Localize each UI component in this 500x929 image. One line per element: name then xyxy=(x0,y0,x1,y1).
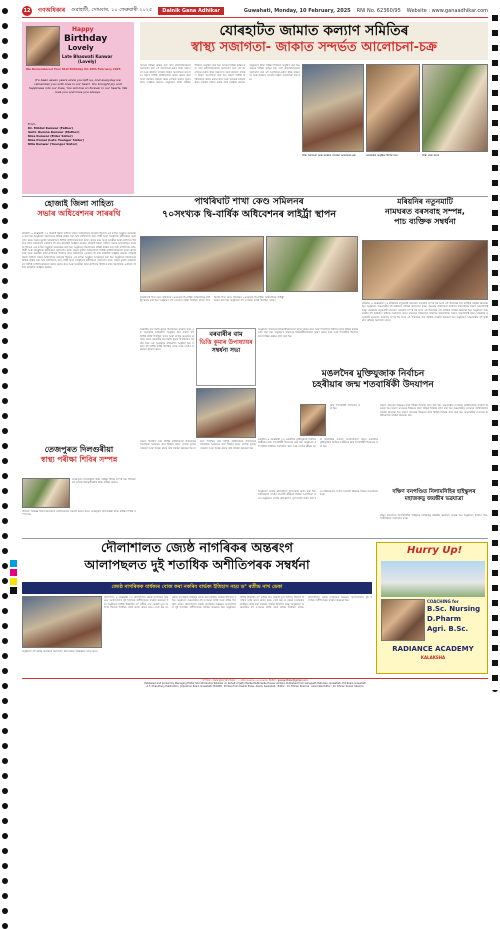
masthead-website: Website : www.ganaadhikar.com xyxy=(406,7,488,14)
ad-location: KALAKSHA xyxy=(420,655,446,660)
barbari-body-cont: সভাত উপস্থিত থকা বিশিষ্ট ব্যক্তিসকলে উপাধ্যায়ৰ সামাজিক অৱদানৰ কথা উল্লেখ কৰে। তেওঁক ফুলাম গামোচা আৰু স্মাৰক প্ৰদান কৰি সম্বৰ্ধনা জনোৱা হয়। সভাত উপস্থিত থকা বিশিষ্ট ব্যক্তিসকলে উপাধ্যায়ৰ সামাজিক অৱদানৰ কথা উল্লেখ কৰে। তেওঁক ফুলাম গামোচা আৰু স্মাৰক প্ৰদান কৰি সম্বৰ্ধনা জনোৱা হয়। xyxy=(140,440,256,450)
top-story-body: অসমৰ বিভিন্ন প্ৰান্তৰ পৰা অহা প্ৰতিনিধিসকলে অংশগ্ৰহণ কৰা এই আলোচনা-চক্ৰত স্বাস্থ্য সজাগতা আৰু জাকাত সন্দৰ্ভত বিস্তৃত আলোচনা কৰা হয়। সভাত বিশিষ্ট ব্যক্তিসকলে ভাষণ প্ৰদান কৰে আৰু সমাজৰ সকলো স্তৰৰ লোকক সজাগ কৰাৰ বাবে আহ্বান জনায়। অনুষ্ঠানত স্বাস্থ্য পৰীক্ষা শিবিৰো অনুষ্ঠিত কৰা হয়। অসমৰ বিভিন্ন প্ৰান্তৰ পৰা অহা প্ৰতিনিধিসকলে অংশগ্ৰহণ কৰা এই আলোচনা-চক্ৰত স্বাস্থ্য সজাগতা আৰু জাকাত সন্দৰ্ভত বিস্তৃত আলোচনা কৰা হয়। সভাত বিশিষ্ট ব্যক্তিসকলে ভাষণ প্ৰদান কৰে আৰু সমাজৰ সকলো স্তৰৰ লোকক সজাগ কৰাৰ বাবে আহ্বান জনায়। অনুষ্ঠানত স্বাস্থ্য পৰীক্ষা শিবিৰো অনুষ্ঠিত কৰা হয়। অসমৰ বিভিন্ন প্ৰান্তৰ পৰা অহা প্ৰতিনিধিসকলে অংশগ্ৰহণ কৰা এই আলোচনা-চক্ৰত স্বাস্থ্য সজাগতা আৰু জাকাত সন্দৰ্ভত বিস্তৃত আলোচনা কৰা হয়। xyxy=(140,64,300,85)
doulasal-headline xyxy=(22,542,372,580)
birthday-portrait xyxy=(26,26,60,66)
divider xyxy=(22,538,488,539)
doulasal-band xyxy=(22,582,372,594)
ad-hurry: Hurry Up! xyxy=(407,545,463,556)
doulasal-band-text: জ্যেষ্ঠ নাগৰিকক বাৰ্ধক্যৰ বোজ কৰা নকৰিব বাৰ্দ্ধক্য ইতিহাস নহয় ড° ৰতীন্দ্ৰ নাথ ডেকা xyxy=(111,584,283,590)
birthday-line1: Happy xyxy=(72,26,94,33)
top-story-photo-mid xyxy=(366,64,420,152)
barbari-line2: ভিত্তি কুমাৰ উপাধ্যায়ৰ xyxy=(199,338,253,346)
mangaldoi-body-cont: অনুষ্ঠানত তেওঁৰ প্ৰতিকৃতিত পুষ্পাঞ্জলি অৰ্পণ কৰা হয়। বক্তাসকলে তেওঁৰ সংগ্ৰামী জীৱনৰ বিষয়ে আলোচনা কৰে। অনুষ্ঠানত তেওঁৰ প্ৰতিকৃতিত পুষ্পাঞ্জলি অৰ্পণ কৰা হয়। বক্তাসকলে তেওঁৰ সংগ্ৰামী জীৱনৰ বিষয়ে আলোচনা কৰে। xyxy=(258,490,378,500)
ad-student-photo xyxy=(381,599,425,641)
mariani-body-cont: সভাত নামঘৰৰ উন্নয়নৰ বাবে বিভিন্ন সিদ্ধান্ত গ্ৰহণ কৰা হয়। অঞ্চলটোৰ গণ্যমান্য ব্যক্তিসকলক সম্বৰ্ধনা জনোৱা হয়। সভাত নামঘৰৰ উন্নয়নৰ বাবে বিভিন্ন সিদ্ধান্ত গ্ৰহণ কৰা হয়। অঞ্চলটোৰ গণ্যমান্য ব্যক্তিসকলক সম্বৰ্ধনা জনোৱা হয়। সভাত নামঘৰৰ উন্নয়নৰ বাবে বিভিন্ন সিদ্ধান্ত গ্ৰহণ কৰা হয়। অঞ্চলটোৰ গণ্যমান্য ব্যক্তিসকলক সম্বৰ্ধনা জনোৱা হয়। xyxy=(380,404,488,418)
footer-line1: সম্পাদক : হেমন্ত কুমাৰ শৰ্মা। ঠিকনা : ... ফোন নং ০৩৬১-২২২৪৮৩৫, ইমেইল : ganaadhikar@gmail.com xyxy=(202,679,308,682)
top-story-caption2: যোৰহাটত অনুষ্ঠিত বিশেষ সভা xyxy=(366,154,398,157)
masthead-right-date: Guwahati, Monday, 10 February, 2025 xyxy=(243,7,351,14)
barbari-line1: বৰবাৰীৰ বাম xyxy=(209,330,243,338)
mangaldoi-body-right: জন্ম শতবাৰ্ষিকী উদযাপন কৰা হয়। xyxy=(330,404,360,411)
tezpur-title: স্বাস্থ্য পৰীক্ষা শিবিৰ সম্পন্ন xyxy=(40,455,118,465)
footer-line2: Published and printed by Managing Editor Shri Dhirendra Talukdar on behalf of Jetty Media Multimedia House Limited, Published from Ganapath Hatuwan, Guwahati, Hill Road, Guwahati xyxy=(144,682,366,685)
footer-line3: A.T. Chaudhury Publication, Jolpukhuri Road, Guwahati-781008 · Printed from Dainik Press, Azara, Guwahati · Editor : Dr. Dhiren Sharma · Associate Editor : Dr. Dhiren Kumar Sharma xyxy=(146,685,364,688)
mangaldoi-portrait xyxy=(300,404,326,436)
top-story-headline xyxy=(140,22,488,60)
doulasal-body-left: অনুষ্ঠানত বহু জ্যেষ্ঠ নাগৰিকে অংশগ্ৰহণ কৰি নিজৰ অভিজ্ঞতা বৰ্ণনা কৰে। xyxy=(22,650,98,653)
birthday-name: Late Bhaswati Kunwar xyxy=(62,54,113,59)
doulasal-body: দৌলাশাল, ৯ ফেব্ৰুৱাৰী ঃ দৌলাশালত জ্যেষ্ঠ নাগৰিকৰ অন্তৰংগ আলাপছলত দুই শতাধিক অশীতিপৰক সম্বৰ্ধনা জনোৱা হয়। অনুষ্ঠানত বিশিষ্ট শিক্ষাবিদ ড° ৰতীন্দ্ৰ নাথ ডেকাই মুখ্য অতিথি হিচাপে উপস্থিত থাকি ভাষণ প্ৰদান কৰে। তেওঁ কয় যে জ্যেষ্ঠ নাগৰিকক বাৰ্ধক্যৰ বোজ কৰা নকৰিব, বাৰ্দ্ধক্য ইতিহাস নহয়। অনুষ্ঠানত অঞ্চলটোৰ বহু গণ্যমান্য ব্যক্তি আৰু ৰাইজ উপস্থিত থাকে। দৌলাশালত জ্যেষ্ঠ নাগৰিকৰ অন্তৰংগ আলাপছলত দুই শতাধিক অশীতিপৰক সম্বৰ্ধনা জনোৱা হয়। অনুষ্ঠানত বিশিষ্ট শিক্ষাবিদ ড° ৰতীন্দ্ৰ নাথ ডেকাই মুখ্য অতিথি হিচাপে উপস্থিত থাকি ভাষণ প্ৰদান কৰে। তেওঁ কয় যে জ্যেষ্ঠ নাগৰিকক বাৰ্ধক্যৰ বোজ কৰা নকৰিব, বাৰ্দ্ধক্য ইতিহাস নহয়। অনুষ্ঠানত অঞ্চলটোৰ বহু গণ্যমান্য ব্যক্তি আৰু ৰাইজ উপস্থিত থাকে। দৌলাশালত জ্যেষ্ঠ নাগৰিকৰ অন্তৰংগ আলাপছলত দুই শতাধিক অশীতিপৰক সম্বৰ্ধনা জনোৱা হয়। xyxy=(104,596,372,610)
golaghat-headline xyxy=(380,490,488,512)
right-registration-marks xyxy=(492,8,498,692)
pathar-photo-side xyxy=(266,236,358,292)
pathar-body: পাথৰিঘাট শাখা কেণ্ড সমিলনৰ ৭০সংখ্যক দ্বি-বাৰ্ষিক অধিবেশনৰ লাইৰ্ট্ৰা স্থাপন কৰা হয়। অনুষ্ঠানত বহু গণ্যমান্য ব্যক্তি উপস্থিত থাকে। পাথৰিঘাট শাখা কেণ্ড সমিলনৰ ৭০সংখ্যক দ্বি-বাৰ্ষিক অধিবেশনৰ লাইৰ্ট্ৰা স্থাপন কৰা হয়। অনুষ্ঠানত বহু গণ্যমান্য ব্যক্তি উপস্থিত থাকে। xyxy=(140,296,284,303)
page-number: 12 xyxy=(23,7,31,14)
family-member: Nisa Pomai (Late Younger Sister) xyxy=(28,138,84,142)
mariani-body: মৰিয়নি, ৯ ফেব্ৰুৱাৰী ঃ মৰিয়নিৰ নতুনমাটি নামঘৰত বৰসবাহ সম্পন্ন হয় আৰু এই উপলক্ষে পাচ ব্যক্তিক সম্বৰ্ধনা জনোৱা হয়। অনুষ্ঠানত অঞ্চলটোৰ বহু ভক্তপ্ৰাণ ৰাইজে অংশগ্ৰহণ কৰে। নামঘৰৰ পৰিচালনা সমিতিৰ সভাপতিয়ে সভাত সভাপতিত্ব কৰে। মৰিয়নিৰ নতুনমাটি নামঘৰত বৰসবাহ সম্পন্ন হয় আৰু এই উপলক্ষে পাচ ব্যক্তিক সম্বৰ্ধনা জনোৱা হয়। অনুষ্ঠানত অঞ্চলটোৰ বহু ভক্তপ্ৰাণ ৰাইজে অংশগ্ৰহণ কৰে। নামঘৰৰ পৰিচালনা সমিতিৰ সভাপতিয়ে সভাত সভাপতিত্ব কৰে। মৰিয়নিৰ নতুনমাটি নামঘৰত বৰসবাহ সম্পন্ন হয় আৰু এই উপলক্ষে পাচ ব্যক্তিক সম্বৰ্ধনা জনোৱা হয়। অনুষ্ঠানত অঞ্চলটোৰ বহু ভক্তপ্ৰাণ ৰাইজে অংশগ্ৰহণ কৰে। xyxy=(362,302,488,323)
masthead-rni: RNI No. 62360/95 xyxy=(356,7,401,14)
mariani-photo xyxy=(362,240,488,300)
family-member: Dr. Mridul Kunwar (Father) xyxy=(28,126,74,130)
mariani-subhead: পাচ ব্যক্তিক সম্বৰ্ধনা xyxy=(394,217,456,227)
birthday-line3: Lovely xyxy=(68,44,94,52)
mariani-kicker: মৰিয়নিৰ নতুনমাটি xyxy=(397,197,453,206)
golaghat-title: দক্ষিণ বনপণ্ডিত নিলামনিহিৰ হাইস্কুলৰ xyxy=(392,489,476,495)
hojai-headline xyxy=(22,200,136,230)
top-story-caption1: স্বাস্থ্য সজাগতা আৰু জাকাত সন্দৰ্ভত আলোচনা-চক্ৰ xyxy=(302,154,356,157)
top-story-photo-right xyxy=(422,64,488,152)
barbari-line3: সম্বৰ্ধনা সভা xyxy=(211,347,241,355)
footer xyxy=(22,678,488,696)
mangaldoi-line1: মঙলদৈৰ মুক্তিযুজাক নিৰ্বাচন xyxy=(321,369,425,379)
pathar-photo-main xyxy=(140,236,264,292)
masthead-paper-name: Dainik Gana Adhikar xyxy=(158,7,224,15)
ad-course3: Agri. B.Sc. xyxy=(427,625,469,633)
top-story-photo-large xyxy=(302,64,364,152)
hojai-title: সভাৰ অধিবেশনৰ সাৰৰথি xyxy=(37,209,121,219)
birthday-family xyxy=(28,126,128,146)
barbari-photo xyxy=(196,388,256,438)
ad-building xyxy=(381,561,485,597)
radiance-academy-ad xyxy=(376,542,488,674)
birthday-line2: Birthday xyxy=(64,34,108,44)
tezpur-body-cont: শিবিৰত অভিজ্ঞ চিকিৎসকসকলে ৰোগীসকলক পৰামৰ্শ প্ৰদান কৰে। তেজপুৰত দিলগুৰীয়া স্বাস্থ্য পৰীক্ষা শিবিৰ সম্পন্ন হয়। xyxy=(22,510,136,517)
pathar-kicker: পাথৰিঘাট শাখা কেণ্ড সমিলনৰ xyxy=(194,197,304,207)
tezpur-kicker: তেজপুৰত দিলগুৰীয়া xyxy=(44,445,114,454)
birthday-greeting: We Remembered Your 81st Birthday On 10th February 2025 xyxy=(26,67,121,71)
tezpur-body: তেজপুৰত দিলগুৰীয়া স্বাস্থ্য পৰীক্ষা শিবিৰ সম্পন্ন হয়। শিবিৰত বহু লোকে বিনামূলীয়াকৈ স্বাস্থ্য পৰীক্ষা কৰায়। xyxy=(72,478,136,485)
tezpur-photo xyxy=(22,478,70,508)
family-member: Nisa Kunwar (Elder Sister) xyxy=(28,134,73,138)
pathar-body-cont: অনুষ্ঠানত সমিলনৰ বিষয়ববীয়াসকলে ভাষণ প্ৰদান কৰে আৰু শাখাটোৰ উন্নতিৰ বাবে বিভিন্ন প্ৰস্তাৱ গ্ৰহণ কৰা হয়। অনুষ্ঠানত সমিলনৰ বিষয়ববীয়াসকলে ভাষণ প্ৰদান কৰে আৰু শাখাটোৰ উন্নতিৰ বাবে বিভিন্ন প্ৰস্তাৱ গ্ৰহণ কৰা হয়। xyxy=(258,328,358,338)
ad-course2: D.Pharm xyxy=(427,615,462,623)
birthday-from-label: From xyxy=(28,122,36,126)
tezpur-headline xyxy=(22,446,136,474)
hojai-body: হোজাই, ৯ ফেব্ৰুৱাৰী ঃ হোজাই জিলা সাহিত্য সভাৰ অধিবেশনৰ সাৰৰথি হিচাপে এক বৰ্ণাঢ্য অনুষ্ঠান আয়োজন কৰা হয়। অনুষ্ঠানত জিলাখনৰ বিভিন্ন প্ৰান্তৰ পৰা অহা সাহিত্যিক, কবি, শিল্পী আৰু সাংস্কৃতিক কৰ্মীসকলে অংশগ্ৰহণ কৰে। সভাৰ মুকলি অধিবেশনত বিশিষ্ট সাহিত্যিকসকলে ভাষণ প্ৰদান কৰে আৰু অসমীয়া ভাষা-সাহিত্যৰ উন্নতিৰ বাবে সকলোকে একত্ৰিত হৈ কাম কৰিবলৈ আহ্বান জনায়। হোজাই জিলা সাহিত্য সভাৰ অধিবেশনৰ সাৰৰথি হিচাপে এক বৰ্ণাঢ্য অনুষ্ঠান আয়োজন কৰা হয়। অনুষ্ঠানত জিলাখনৰ বিভিন্ন প্ৰান্তৰ পৰা অহা সাহিত্যিক, কবি, শিল্পী আৰু সাংস্কৃতিক কৰ্মীসকলে অংশগ্ৰহণ কৰে। সভাৰ মুকলি অধিবেশনত বিশিষ্ট সাহিত্যিকসকলে ভাষণ প্ৰদান কৰে আৰু অসমীয়া ভাষা-সাহিত্যৰ উন্নতিৰ বাবে সকলোকে একত্ৰিত হৈ কাম কৰিবলৈ আহ্বান জনায়। হোজাই জিলা সাহিত্য সভাৰ অধিবেশনৰ সাৰৰথি হিচাপে এক বৰ্ণাঢ্য অনুষ্ঠান আয়োজন কৰা হয়। অনুষ্ঠানত জিলাখনৰ বিভিন্ন প্ৰান্তৰ পৰা অহা সাহিত্যিক, কবি, শিল্পী আৰু সাংস্কৃতিক কৰ্মীসকলে অংশগ্ৰহণ কৰে। সভাৰ মুকলি অধিবেশনত বিশিষ্ট সাহিত্যিকসকলে ভাষণ প্ৰদান কৰে আৰু অসমীয়া ভাষা-সাহিত্যৰ উন্নতিৰ বাবে সকলোকে একত্ৰিত হৈ কাম কৰিবলৈ আহ্বান জনায়। xyxy=(22,232,136,270)
doulasal-line1: দৌলাশালত জ্যেষ্ঠ নাগৰিকৰ অন্তৰংগ xyxy=(100,541,294,556)
ad-coaching-for: COACHING for xyxy=(427,599,459,604)
doulasal-line2: আলাপছলত দুই শতাধিক অশীতিপৰক সম্বৰ্ধনা xyxy=(84,556,310,572)
golaghat-subhead: মহাজকড়ু জয়ন্তীৰ ভৱযাত্ৰা xyxy=(404,495,464,502)
hojai-kicker: হোজাই জিলা সাহিত্য xyxy=(44,199,114,208)
barbari-headline xyxy=(196,328,256,386)
golaghat-body: দক্ষিণ বনপণ্ডিত নিলামনিহিৰ হাইস্কুলৰ মহাজকড়ু জয়ন্তীৰ ভৱযাত্ৰা আৰম্ভ হয়। অনুষ্ঠানত প্ৰাক্তন ছাত্ৰ-ছাত্ৰীসকলে অংশগ্ৰহণ কৰে। xyxy=(380,514,488,521)
birthday-ad xyxy=(22,22,134,194)
family-member: Smti. Rumna Kunwar (Mother) xyxy=(28,130,80,134)
pathar-headline xyxy=(140,198,358,232)
masthead-left-date: গুৱাহাটী, সোমবাৰ, ১০ ফেব্ৰুৱাৰী ২০২৫ xyxy=(71,6,153,13)
mariani-title: নামঘৰত বৰসবাহ সম্পন্ন, xyxy=(385,206,465,216)
birthday-nick: (Lovely) xyxy=(78,59,97,64)
birthday-poem: It's been seven years since you left us, And everyday we remember you with love in our heart. You brought joy and happiness into our lives, You will live on forever in our hearts. We love you and miss you always. xyxy=(28,78,128,94)
mariani-headline xyxy=(362,198,488,238)
mangaldoi-line2: চহৰীয়াৰ জন্ম শতবাৰ্ষিকী উদযাপন xyxy=(312,380,434,391)
barbari-body: বৰবাৰীৰ বাম ভিত্তি কুমাৰ উপাধ্যায়ৰ সম্বৰ্ধনা সভা এক অনাড়ম্বৰ পৰিৱেশত অনুষ্ঠিত হয়। সভাত বহু বিশিষ্ট ব্যক্তি উপস্থিত থাকে আৰু তেওঁৰ অৱদানৰ প্ৰশংসা কৰে। বৰবাৰীৰ বাম ভিত্তি কুমাৰ উপাধ্যায়ৰ সম্বৰ্ধনা সভা এক অনাড়ম্বৰ পৰিৱেশত অনুষ্ঠিত হয়। সভাত বহু বিশিষ্ট ব্যক্তি উপস্থিত থাকে আৰু তেওঁৰ অৱদানৰ প্ৰশংসা কৰে। xyxy=(140,328,194,352)
top-story-headline-line1: যোৰহাটত জামাত কল্যাণ সমিতিৰ xyxy=(219,23,409,39)
pathar-title: ৭০সংখ্যক দ্বি-বাৰ্ষিক অধিবেশনৰ লাইৰ্ট্ৰা স্থাপন xyxy=(162,209,336,221)
masthead xyxy=(22,4,488,18)
left-registration-marks xyxy=(2,8,8,929)
cmyk-color-strip xyxy=(10,560,17,596)
top-story-caption3: স্বাস্থ্য সেৱা প্ৰদান xyxy=(422,154,440,157)
family-member: Nita Kunwar (Younger Sister) xyxy=(28,142,78,146)
masthead-logo: গণঅধিকাৰ xyxy=(38,7,66,14)
mangaldoi-headline xyxy=(258,370,488,402)
ad-course1: B.Sc. Nursing xyxy=(427,605,481,613)
ad-academy-name: RADIANCE ACADEMY xyxy=(392,645,474,653)
doulasal-photo xyxy=(22,596,102,648)
top-story-headline-line2: স্বাস্থ্য সজাগতা- জাকাত সন্দৰ্ভত আলোচনা-চক্ৰ xyxy=(191,39,437,55)
mangaldoi-body: মঙলদৈ, ৯ ফেব্ৰুৱাৰী ঃ মঙলদৈৰ মুক্তিযুজাক নিৰ্বাচন চহৰীয়াৰ জন্ম শতবাৰ্ষিকী উদযাপন কৰা হয়। অনুষ্ঠানত বহু বিশিষ্ট ব্যক্তিয়ে অংশগ্ৰহণ কৰে আৰু তেওঁৰ জীৱন আৰু কৰ্মৰাজিৰ ওপৰত আলোকপাত কৰে। মঙলদৈৰ মুক্তিযুজাক নিৰ্বাচন চহৰীয়াৰ জন্ম শতবাৰ্ষিকী উদযাপন কৰা হয়। xyxy=(258,438,378,448)
